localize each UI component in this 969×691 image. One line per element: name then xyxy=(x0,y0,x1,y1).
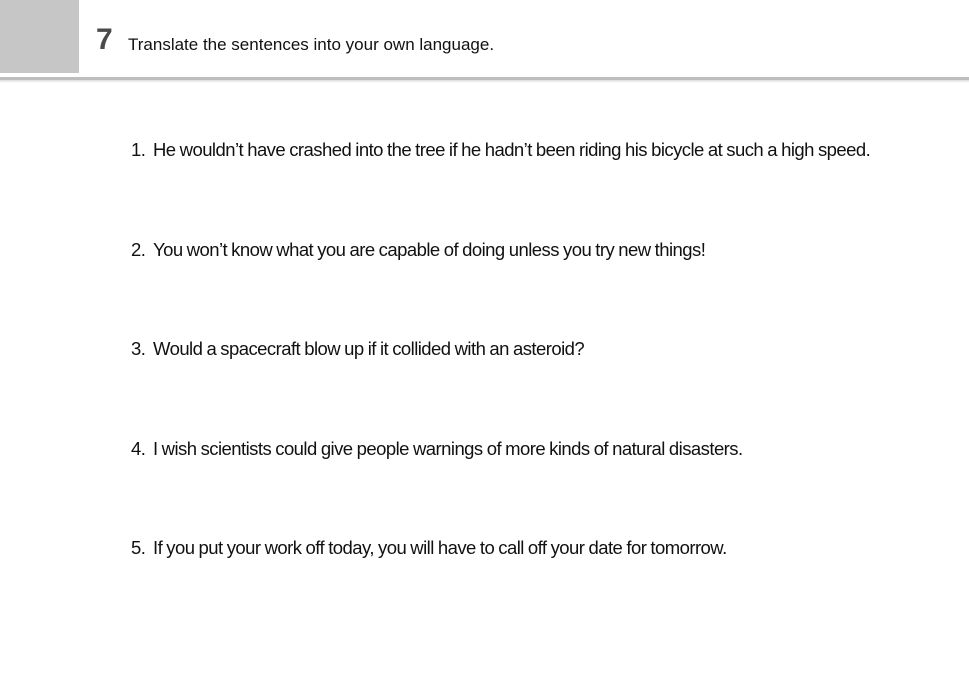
sentence-text: I wish scientists could give people warnings of more kinds of natural disasters. xyxy=(153,437,743,459)
sentence-item xyxy=(131,138,870,238)
sentence-item xyxy=(131,238,870,338)
exercise-header xyxy=(0,0,969,78)
sentence-number: 2. xyxy=(131,238,146,260)
exercise-instruction: Translate the sentences into your own language. xyxy=(128,35,495,54)
sentence-number: 3. xyxy=(131,338,146,359)
header-divider-shadow xyxy=(0,80,969,83)
sentence-list xyxy=(131,138,870,636)
sentence-text: You won’t know what you are capable of doing unless you try new things! xyxy=(153,238,706,260)
sentence-number: 1. xyxy=(131,139,146,160)
sentence-number: 5. xyxy=(131,537,146,558)
sentence-item xyxy=(131,437,870,537)
sentence-text: If you put your work off today, you will have to call off your date for tomorrow. xyxy=(153,537,727,558)
sentence-text: He wouldn’t have crashed into the tree if he hadn’t been riding his bicycle at such a high speed. xyxy=(153,139,871,160)
sentence-item xyxy=(131,337,870,437)
header-gray-tab xyxy=(0,0,79,73)
sentence-text: Would a spacecraft blow up if it collided with an asteroid? xyxy=(153,338,585,359)
sentence-number: 4. xyxy=(131,437,146,459)
sentence-item xyxy=(131,536,870,636)
exercise-number: 7 xyxy=(96,23,113,56)
